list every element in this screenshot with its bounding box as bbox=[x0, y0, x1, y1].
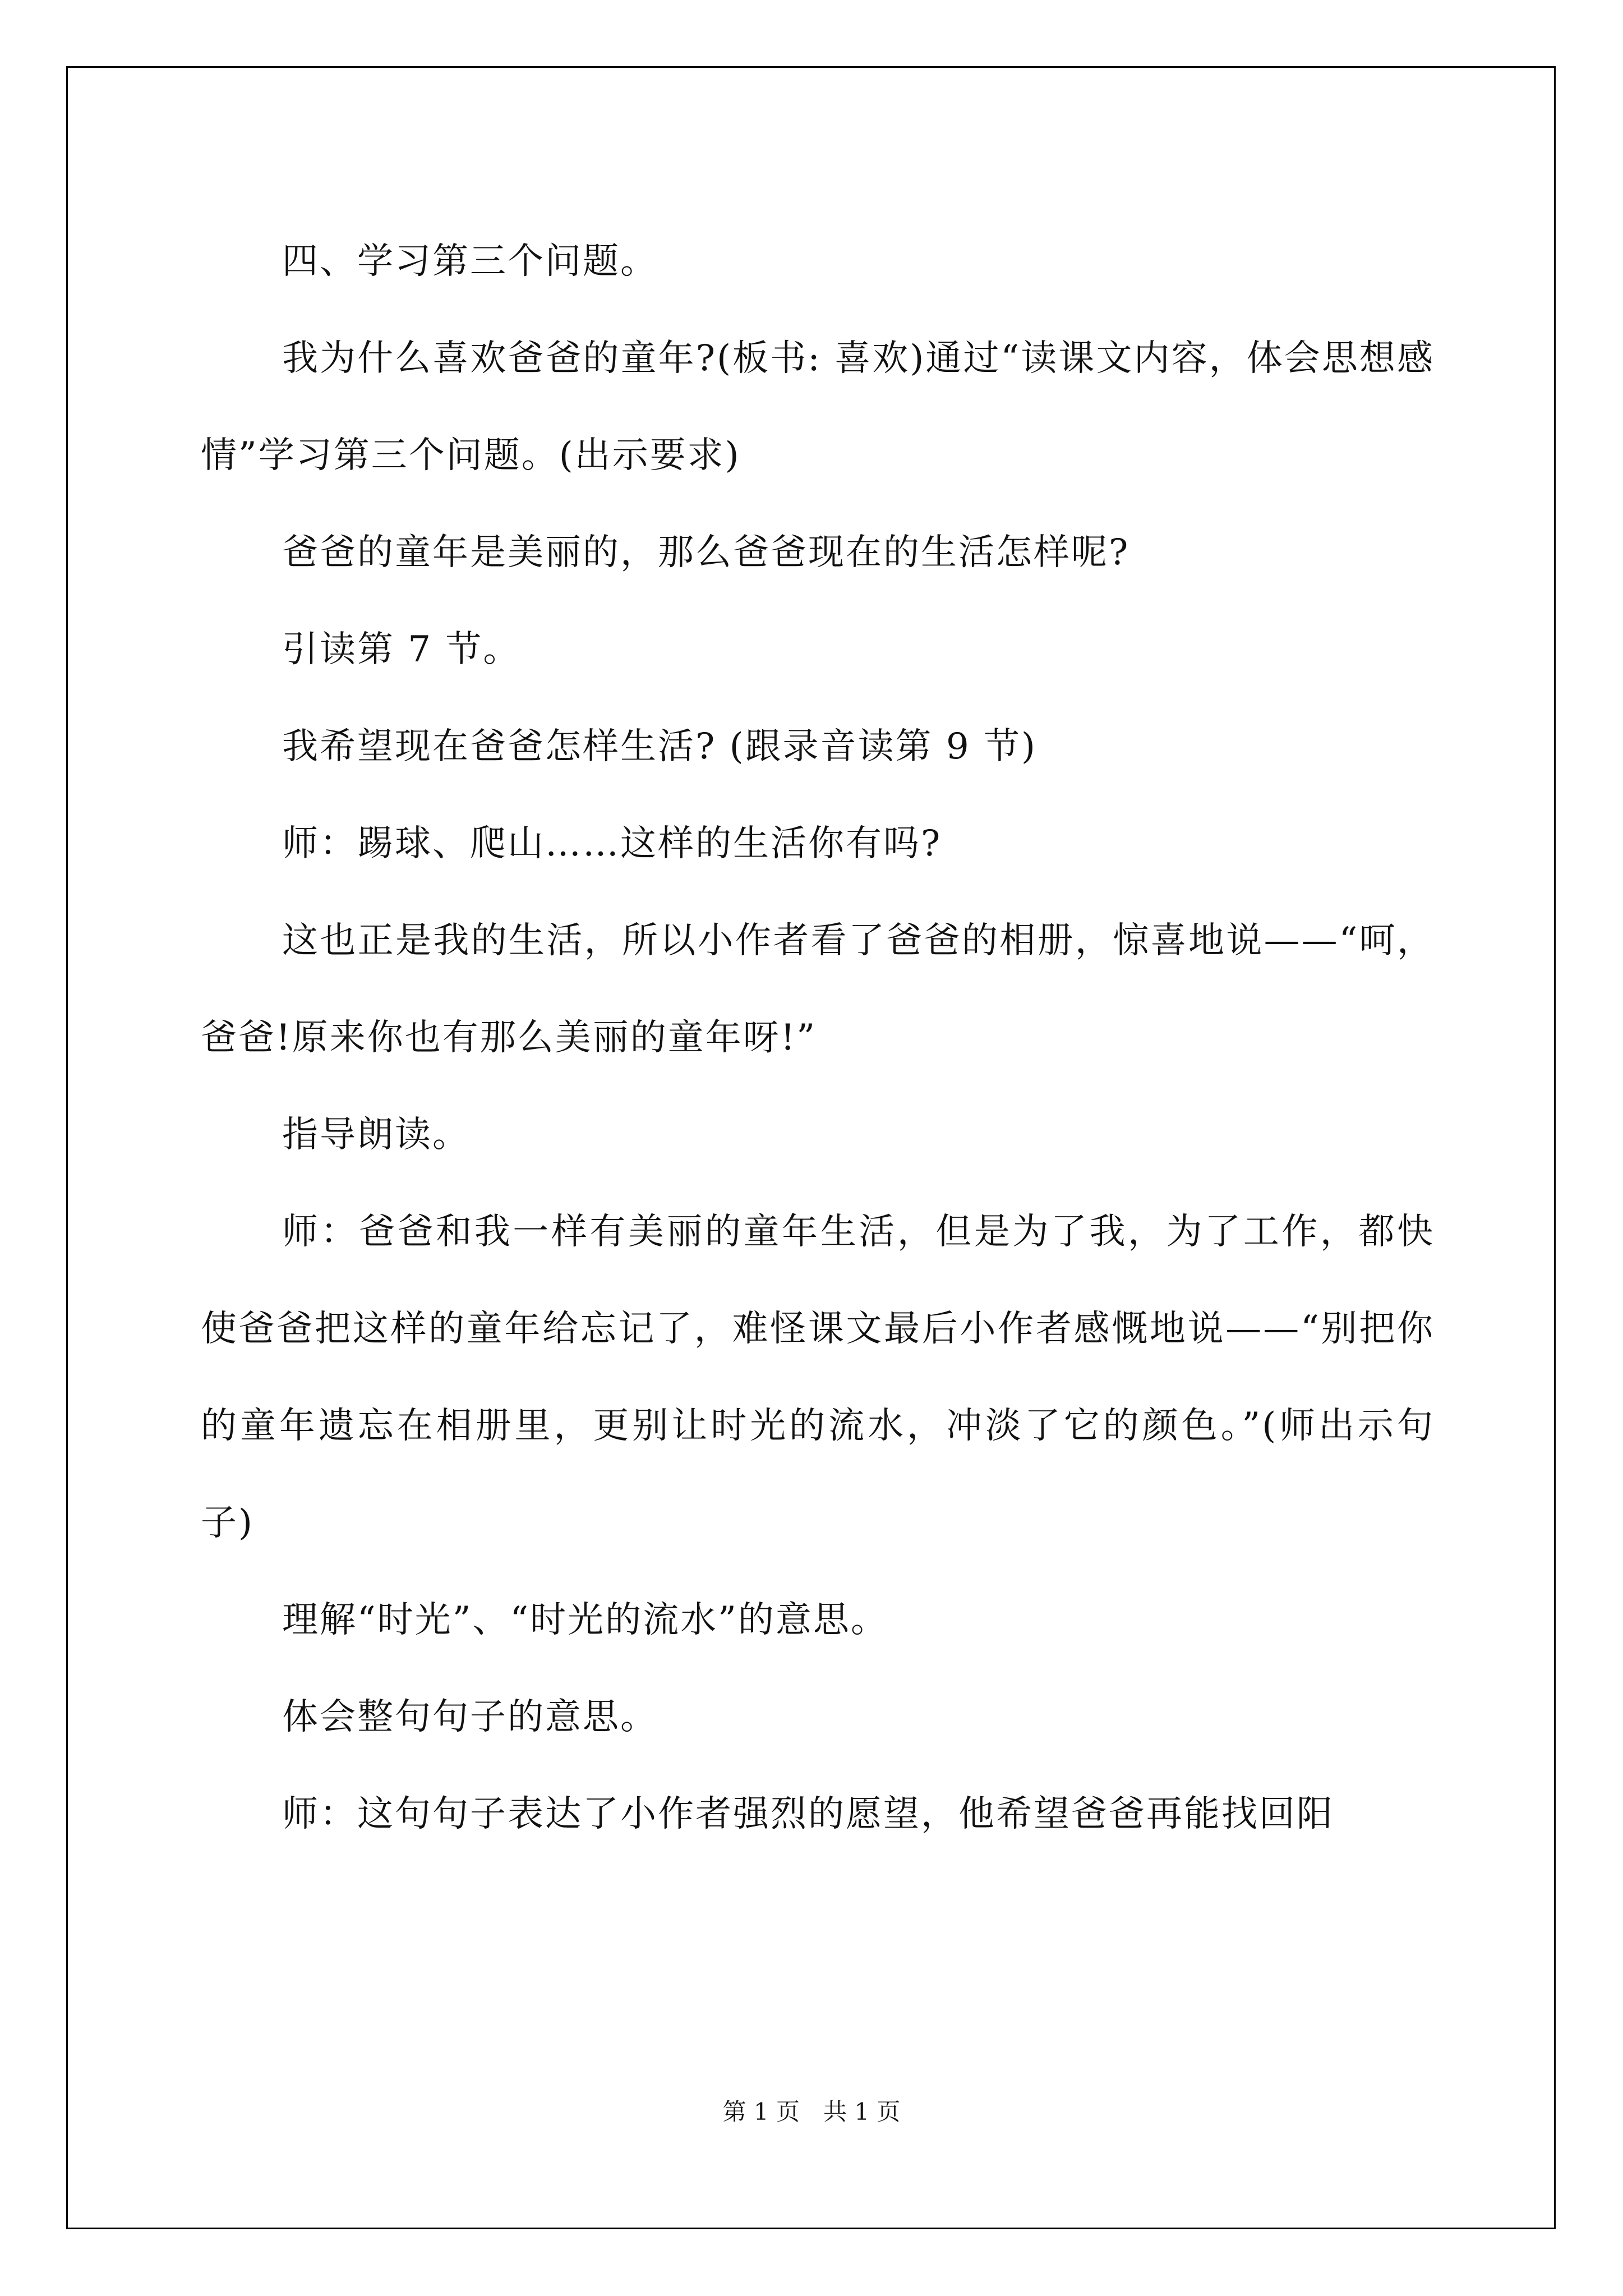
page-number-footer: 第 1 页 共 1 页 bbox=[722, 2098, 901, 2125]
paragraph-6: 师：踢球、爬山……这样的生活你有吗? bbox=[282, 823, 942, 864]
paragraph-10: 理解“时光”、“时光的流水”的意思。 bbox=[282, 1599, 888, 1641]
paragraph-3: 爸爸的童年是美丽的，那么爸爸现在的生活怎样呢? bbox=[282, 532, 1130, 573]
paragraph-7: 这也正是我的生活，所以小作者看了爸爸的相册，惊喜地说——“呵，爸爸!原来你也有那么美丽的童年呀!” bbox=[201, 920, 1435, 1059]
paragraph-1: 四、学习第三个问题。 bbox=[282, 241, 658, 282]
document-body bbox=[201, 213, 1435, 1863]
paragraph-4: 引读第 7 节。 bbox=[282, 629, 521, 670]
paragraph-5: 我希望现在爸爸怎样生活? (跟录音读第 9 节) bbox=[282, 726, 1037, 767]
paragraph-11: 体会整句句子的意思。 bbox=[282, 1696, 658, 1738]
paragraph-12: 师：这句句子表达了小作者强烈的愿望，他希望爸爸再能找回阳 bbox=[282, 1793, 1334, 1835]
paragraph-2: 我为什么喜欢爸爸的童年?(板书: 喜欢)通过“读课文内容，体会思想感情”学习第三个问题。(出示要求) bbox=[201, 338, 1435, 476]
paragraph-8: 指导朗读。 bbox=[282, 1114, 470, 1156]
paragraph-9: 师：爸爸和我一样有美丽的童年生活，但是为了我，为了工作，都快使爸爸把这样的童年给忘记了，难怪课文最后小作者感慨地说——“别把你的童年遗忘在相册里，更别让时光的流水，冲淡了它的颜色。”(师出示句子) bbox=[201, 1211, 1435, 1544]
